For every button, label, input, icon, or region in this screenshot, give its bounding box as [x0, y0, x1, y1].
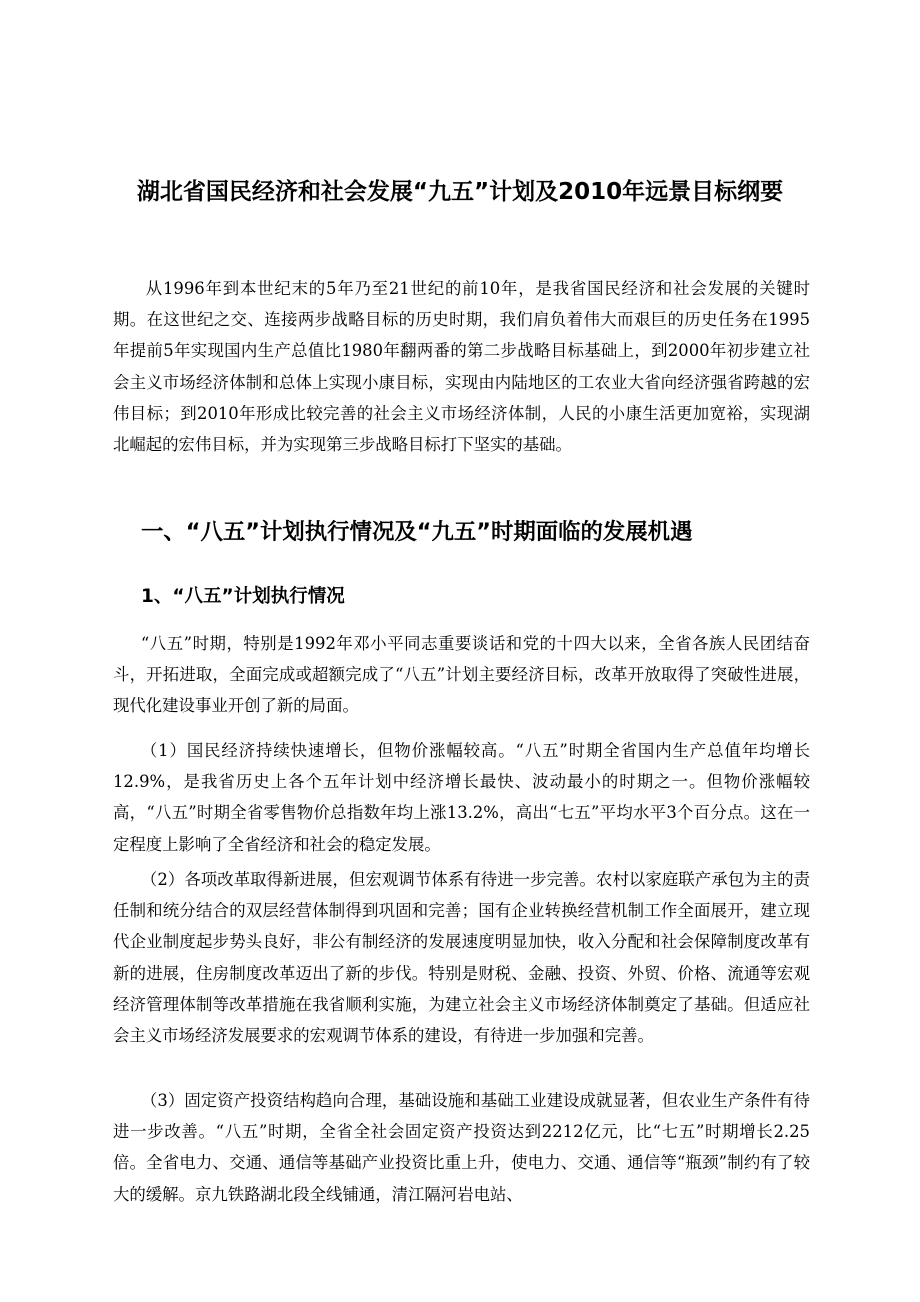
body-paragraph: （2）各项改革取得新进展，但宏观调节体系有待进一步完善。农村以家庭联产承包为主的责任制和统分结合的双层经营体制得到巩固和完善；国有企业转换经营机制工作全面展开，建立现代企业制度起步势头良好，非公有制经济的发展速度明显加快，收入分配和社会保障制度改革有新的进展，住房制度改革迈出了新的步伐。特别是财税、金融、投资、外贸、价格、流通等宏观经济管理体制等改革措施在我省顺利实施，为建立社会主义市场经济体制奠定了基础。但适应社会主义市场经济发展要求的宏观调节体系的建设，有待进一步加强和完善。 [113, 870, 810, 1046]
body-paragraph: （3）固定资产投资结构趋向合理，基础设施和基础工业建设成就显著，但农业生产条件有待进一步改善。“八五”时期，全省全社会固定资产投资达到2212亿元，比“七五”时期增长2.25倍。全省电力、交通、通信等基础产业投资比重上升，使电力、交通、通信等“瓶颈”制约有了较大的缓解。京九铁路湖北段全线铺通，清江隔河岩电站、 [113, 1091, 810, 1204]
intro-paragraph: 从1996年到本世纪末的5年乃至21世纪的前10年，是我省国民经济和社会发展的关键时期。在这世纪之交、连接两步战略目标的历史时期，我们肩负着伟大而艰巨的历史任务在1995年提前5年实现国内生产总值比1980年翻两番的第二步战略目标基础上，到2000年初步建立社会主义市场经济体制和总体上实现小康目标，实现由内陆地区的工农业大省向经济强省跨越的宏伟目标；到2010年形成比较完善的社会主义市场经济体制，人民的小康生活更加宽裕，实现湖北崛起的宏伟目标，并为实现第三步战略目标打下坚实的基础。 [113, 279, 810, 455]
section-heading: 一、“八五”计划执行情况及“九五”时期面临的发展机遇 [141, 519, 693, 545]
document-title: 湖北省国民经济和社会发展“九五”计划及2010年远景目标纲要 [136, 179, 784, 205]
subsection-heading: 1、“八五”计划执行情况 [141, 586, 345, 607]
body-paragraph: “八五”时期，特别是1992年邓小平同志重要谈话和党的十四大以来，全省各族人民团结奋斗，开拓进取，全面完成或超额完成了“八五”计划主要经济目标，改革开放取得了突破性进展，现代化建设事业开创了新的局面。 [113, 634, 810, 716]
body-paragraph: （1）国民经济持续快速增长，但物价涨幅较高。“八五”时期全省国内生产总值年均增长12.9%，是我省历史上各个五年计划中经济增长最快、波动最小的时期之一。但物价涨幅较高，“八五”时期全省零售物价总指数年均上涨13.2%，高出“七五”平均水平3个百分点。这在一定程度上影响了全省经济和社会的稳定发展。 [113, 741, 810, 854]
